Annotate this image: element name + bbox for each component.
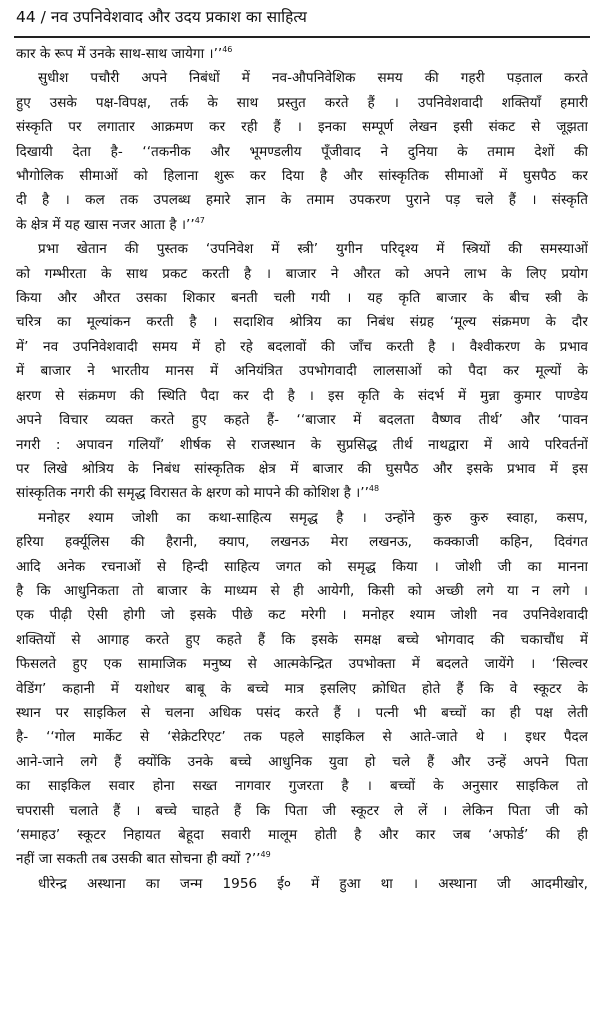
text-line bbox=[16, 603, 588, 627]
line-text: मनोहर श्याम जोशी का कथा-साहित्य समृद्ध है । उन्होंने कुरु कुरु स्वाहा, कसप, bbox=[38, 509, 588, 526]
line-text: पर लिखे श्रोत्रिय के निबंध सांस्कृतिक क्षेत्र में बाजार की घुसपैठ और इसके प्रभाव में इस bbox=[16, 460, 588, 477]
text-line bbox=[16, 164, 588, 188]
running-header bbox=[16, 6, 590, 28]
line-text: वेडिंग’ कहानी में यशोधर बाबू के बच्चे मात्र इसलिए क्रोधित होते हैं कि वे स्कूटर के bbox=[16, 680, 588, 697]
text-line bbox=[16, 677, 588, 701]
line-text: धीरेन्द्र अस्थाना का जन्म 1956 ई० में हुआ था । अस्थाना जी आदमीखोर, bbox=[38, 875, 588, 892]
line-text: को गम्भीरता के साथ प्रकट करती है । बाजार ने औरत को अपने लाभ के लिए प्रयोग bbox=[16, 265, 588, 282]
running-title: नव उपनिवेशवाद और उदय प्रकाश का साहित्य bbox=[50, 8, 307, 26]
text-line bbox=[16, 140, 588, 164]
text-line bbox=[16, 555, 588, 579]
footnote-marker: 47 bbox=[194, 215, 205, 225]
text-line bbox=[16, 408, 588, 432]
line-text: सुधीश पचौरी अपने निबंधों में नव-औपनिवेशिक समय की गहरी पड़ताल करते bbox=[38, 70, 588, 87]
text-line bbox=[16, 262, 588, 286]
line-text: चपरासी चलाते हैं । बच्चे चाहते हैं कि पिता जी स्कूटर ले लें । लेकिन पिता जी को bbox=[16, 802, 588, 819]
text-line bbox=[16, 652, 588, 676]
line-text: कार के रूप में उनके साथ-साथ जायेगा ।’’ bbox=[16, 46, 223, 62]
line-text: फिसलते हुए एक सामाजिक मनुष्य से आत्मकेन्द्रित उपभोक्ता में बदलते जायेंगे । ‘सिल्वर bbox=[16, 656, 588, 673]
text-line bbox=[16, 310, 588, 334]
line-text: ‘समाहउ’ स्कूटर निहायत बेहूदा सवारी मालूम होती है और कार जब ‘अफोर्ड’ की ही bbox=[16, 827, 588, 843]
line-text: शक्तियों से आगाह करते हुए कहते हैं कि इसके समक्ष बच्चे भोगवाद की चकाचौंध में bbox=[16, 631, 588, 648]
text-line bbox=[16, 433, 588, 457]
text-line bbox=[16, 42, 588, 66]
text-line bbox=[16, 701, 588, 725]
line-text: चरित्र का मूल्यांकन करती है । सदाशिव श्रोत्रिय का निबंध संग्रह ‘मूल्य संक्रमण के दौर bbox=[16, 314, 588, 331]
footnote-marker: 48 bbox=[368, 484, 380, 494]
text-line bbox=[16, 628, 588, 652]
line-text: के क्षेत्र में यह खास नजर आता है ।’’ bbox=[16, 216, 195, 233]
text-line bbox=[16, 847, 588, 871]
text-line bbox=[16, 384, 588, 408]
line-text: में बाजार ने भारतीय मानस में अनियंत्रित उपभोगवादी लालसाओं को पैदा कर मूल्यों के bbox=[16, 363, 588, 380]
text-line bbox=[16, 286, 588, 310]
text-line bbox=[16, 530, 588, 554]
text-line bbox=[16, 188, 588, 212]
text-line bbox=[16, 799, 588, 823]
text-line bbox=[16, 213, 588, 237]
text-line bbox=[16, 457, 588, 481]
text-line bbox=[16, 481, 588, 505]
footnote-marker: 46 bbox=[222, 45, 233, 54]
line-text: है कि आधुनिकता तो बाजार के माध्यम से ही आयेगी, किसी को अच्छी लगे या न लगे । bbox=[16, 582, 588, 599]
line-text: दी है । कल तक उपलब्ध हमारे ज्ञान के तमाम उपकरण पुराने पड़ चले हैं । संस्कृति bbox=[16, 192, 588, 209]
text-line bbox=[16, 872, 588, 896]
text-line bbox=[16, 359, 588, 383]
line-text: भौगोलिक सीमाओं को हिलाना शुरू कर दिया है और सांस्कृतिक सीमाओं में घुसपैठ कर bbox=[16, 168, 588, 185]
header-separator: / bbox=[40, 8, 46, 26]
line-text: आने-जाने लगे हैं क्योंकि उनके बच्चे आधुनिक युवा हो चले हैं और उन्हें अपने पिता bbox=[16, 753, 588, 770]
text-line bbox=[16, 725, 588, 749]
line-text: है- ‘‘गोल मार्केट से ‘सेक्रेटरिएट’ तक पहले साइकिल से आते-जाते थे । इधर पैदल bbox=[16, 729, 588, 746]
line-text: प्रभा खेतान की पुस्तक ‘उपनिवेश में स्त्री’ युगीन परिदृश्य में स्त्रियों की समस्याओं bbox=[38, 241, 588, 258]
text-line bbox=[16, 66, 588, 90]
line-text: दिखायी देता है- ‘‘तकनीक और भूमण्डलीय पूँजीवाद ने दुनिया के तमाम देशों की bbox=[16, 143, 588, 160]
footnote-marker: 49 bbox=[260, 850, 271, 860]
line-text: एक पीढ़ी ऐसी होगी जो इसके पीछे कट मरेगी । मनोहर श्याम जोशी नव उपनिवेशवादी bbox=[16, 607, 588, 624]
line-text: स्थान पर साइकिल से चलना अधिक पसंद करते हैं । पत्नी भी बच्चों का ही पक्ष लेती bbox=[16, 704, 588, 721]
text-line bbox=[16, 91, 588, 115]
line-text: नगरी : अपावन गलियाँ’ शीर्षक से राजस्थान के सुप्रसिद्ध तीर्थ नाथद्वारा में आये परिवर्तनों bbox=[16, 436, 588, 453]
text-line bbox=[16, 579, 588, 603]
line-text: हरिया हर्क्यूलिस की हैरानी, क्याप, लखनऊ मेरा लखनऊ, कक्काजी कहिन, दिवंगत bbox=[16, 534, 588, 551]
text-line bbox=[16, 823, 588, 847]
page-number: 44 bbox=[16, 8, 36, 26]
line-text: सांस्कृतिक नगरी की समृद्ध विरासत के क्षरण को मापने की कोशिश है ।’’ bbox=[16, 485, 369, 502]
body-text bbox=[16, 42, 588, 896]
header-rule bbox=[14, 36, 590, 38]
line-text: में’ नव उपनिवेशवादी समय में हो रहे बदलावों की जाँच करती है । वैश्वीकरण के प्रभाव bbox=[16, 338, 588, 355]
text-line bbox=[16, 506, 588, 530]
line-text: हुए उसके पक्ष-विपक्ष, तर्क के साथ प्रस्तुत करते हैं । उपनिवेशवादी शक्तियाँ हमारी bbox=[16, 94, 588, 111]
line-text: का साइकिल सवार होना सख्त नागवार गुजरता है । बच्चों के अनुसार साइकिल तो bbox=[16, 778, 588, 795]
line-text: आदि अनेक रचनाओं से हिन्दी साहित्य जगत को समृद्ध किया । जोशी जी का मानना bbox=[16, 558, 588, 575]
text-line bbox=[16, 774, 588, 798]
line-text: नहीं जा सकती तब उसकी बात सोचना ही क्यों ?’’ bbox=[16, 851, 261, 868]
line-text: अपने विचार व्यक्त करते हुए कहते हैं- ‘‘बाजार में बदलता वैष्णव तीर्थ’ और ‘पावन bbox=[16, 412, 588, 429]
text-line bbox=[16, 237, 588, 261]
line-text: क्षरण से संक्रमण की स्थिति पैदा कर दी है । इस कृति के संदर्भ में मुन्ना कुमार पाण्डेय bbox=[16, 387, 588, 404]
text-line bbox=[16, 750, 588, 774]
line-text: किया और औरत उसका शिकार बनती चली गयी । यह कृति बाजार के बीच स्त्री के bbox=[16, 290, 588, 307]
line-text: संस्कृति पर लगातार आक्रमण कर रही हैं । इनका सम्पूर्ण लेखन इसी संकट से जूझता bbox=[16, 119, 588, 136]
text-line bbox=[16, 335, 588, 359]
text-line bbox=[16, 115, 588, 139]
